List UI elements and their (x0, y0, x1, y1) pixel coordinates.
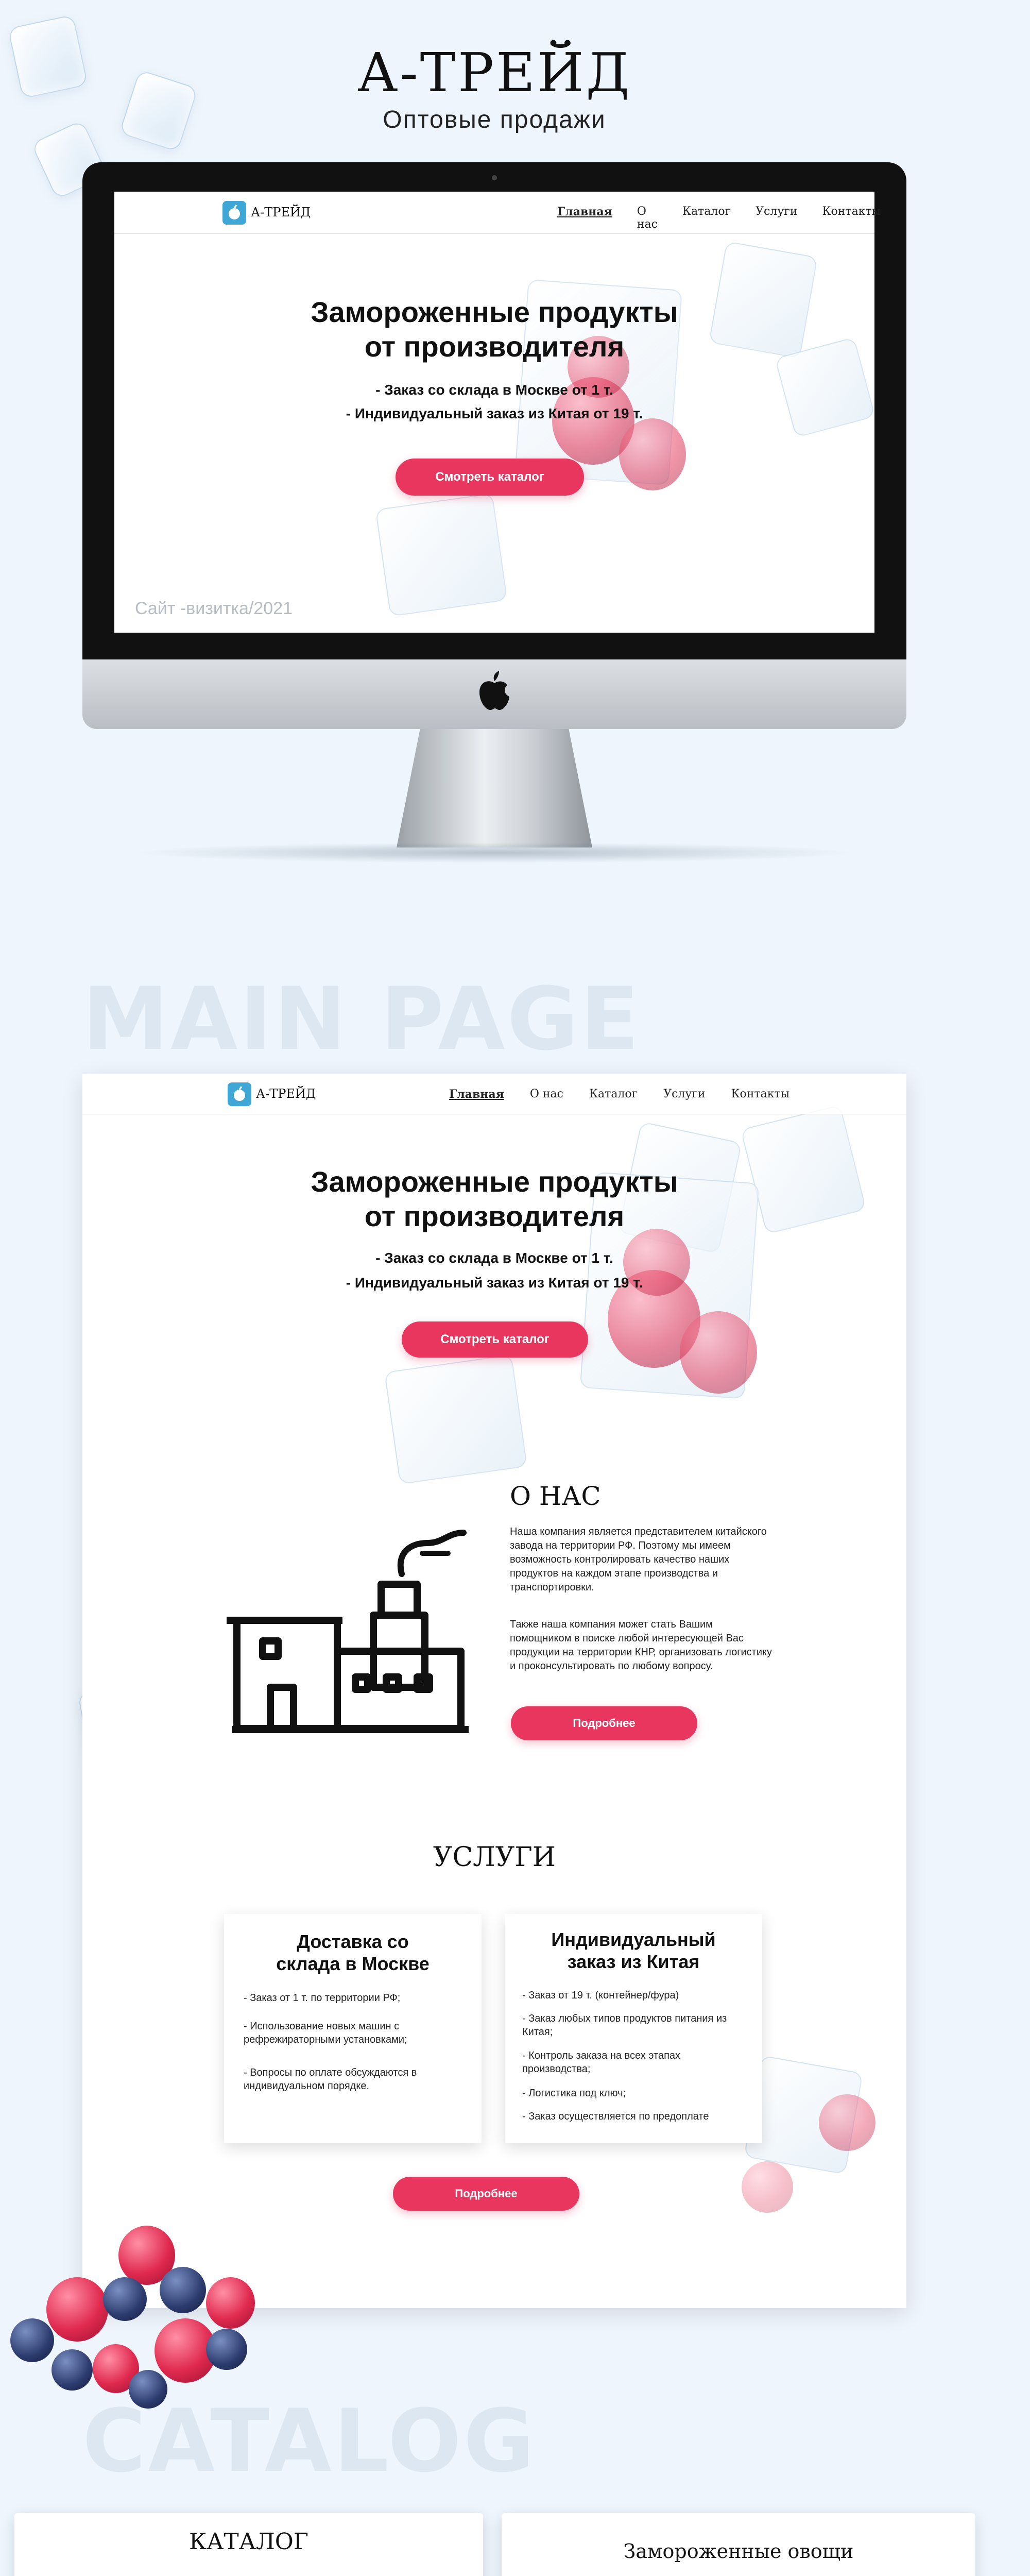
hero-title-line-2: от производителя (364, 1200, 625, 1233)
service-card-title-line-1: Доставка со (297, 1931, 409, 1952)
factory-icon (232, 1517, 469, 1739)
nav-catalog[interactable]: Каталог (682, 205, 731, 218)
hero-title (82, 1164, 906, 1233)
service-item: - Логистика под ключ; (522, 2088, 626, 2099)
nav-home[interactable]: Главная (557, 205, 612, 218)
service-card-title-line-2: заказ из Китая (567, 1951, 700, 1973)
nav-home[interactable]: Главная (449, 1088, 504, 1101)
service-item: - Заказ от 1 т. по территории РФ; (244, 1992, 401, 2004)
section-word-main-page: MAIN PAGE (82, 969, 642, 1070)
brand-subtitle: Оптовые продажи (383, 106, 606, 133)
monitor-camera (492, 175, 497, 180)
hero-catalog-button[interactable]: Смотреть каталог (402, 1321, 588, 1358)
hero-title-line-1: Замороженные продукты (311, 1165, 678, 1198)
nav-catalog[interactable]: Каталог (589, 1088, 638, 1100)
about-more-button[interactable]: Подробнее (511, 1706, 697, 1740)
hero-title-line-2: от производителя (364, 330, 625, 363)
service-item: - Вопросы по оплате обсуждаются в индивидуальном порядке. (244, 2067, 417, 2092)
apple-logo-icon (476, 670, 512, 711)
site-logo-icon[interactable] (222, 201, 246, 225)
services-title: УСЛУГИ (433, 1842, 556, 1873)
site-logo-icon[interactable] (228, 1082, 251, 1106)
brand-title: А-ТРЕЙД (357, 41, 632, 104)
service-card-title (505, 1928, 762, 1973)
monitor-stand (397, 729, 592, 848)
nav-contacts[interactable]: Контакты (822, 205, 881, 218)
hero-lines (82, 1246, 906, 1295)
about-title: О НАС (510, 1481, 601, 1511)
services-more-button[interactable]: Подробнее (393, 2177, 579, 2211)
hero-line-2: - Индивидуальный заказ из Китая от 19 т. (346, 405, 643, 422)
hero-line-1: - Заказ со склада в Москве от 1 т. (375, 382, 613, 398)
hero-line-2: - Индивидуальный заказ из Китая от 19 т. (346, 1274, 643, 1291)
service-item: - Заказ любых типов продуктов питания из Китая; (522, 2013, 727, 2038)
service-card-title (224, 1930, 482, 1975)
nav-about[interactable]: О нас (529, 1088, 563, 1100)
hero-title-line-1: Замороженные продукты (311, 296, 678, 328)
service-card-title-line-1: Индивидуальный (551, 1929, 716, 1950)
site-logo-text[interactable]: А-ТРЕЙД (251, 205, 311, 219)
service-item: - Заказ осуществляется по предоплате (522, 2111, 709, 2122)
frozen-vegetables-panel (502, 2513, 975, 2576)
about-paragraph-1: Наша компания является представителем китайского завода на территории РФ. Поэтому мы имеем возможность контролировать качество наших продуктов на каждом этапе производства и транспортировки. (510, 1526, 767, 1593)
site-caption: Сайт -визитка/2021 (135, 599, 293, 618)
about-paragraph-2: Также наша компания может стать Вашим помощником в поиске любой интересующей Вас продукции на территории КНР, организовать логистику и проконсультировать по любому вопросу. (510, 1619, 772, 1672)
service-item: - Контроль заказа на всех этапах производства; (522, 2050, 681, 2075)
hero-lines (114, 378, 874, 426)
site-logo-text[interactable]: А-ТРЕЙД (256, 1087, 316, 1101)
hero-line-1: - Заказ со склада в Москве от 1 т. (375, 1250, 613, 1266)
monitor-screen (114, 192, 881, 633)
service-item: - Использование новых машин с рефрежираторными установками; (244, 2021, 407, 2045)
nav-services[interactable]: Услуги (756, 205, 798, 218)
catalog-panel (14, 2513, 483, 2576)
catalog-title: КАТАЛОГ (189, 2529, 308, 2555)
hero-catalog-button[interactable]: Смотреть каталог (396, 459, 584, 496)
main-page-frame (82, 1074, 906, 2308)
service-card-title-line-2: склада в Москве (276, 1953, 430, 1975)
nav-about[interactable]: О нас (637, 205, 658, 231)
service-card-china (505, 1914, 762, 2143)
frozen-vegetables-title: Замороженные овощи (623, 2540, 854, 2563)
service-item: - Заказ от 19 т. (контейнер/фура) (522, 1990, 679, 2001)
monitor-shadow (134, 842, 855, 863)
section-word-catalog: CATALOG (82, 2391, 537, 2492)
nav-services[interactable]: Услуги (663, 1088, 706, 1100)
nav-contacts[interactable]: Контакты (731, 1088, 790, 1100)
hero-title (114, 295, 874, 364)
service-card-moscow (224, 1914, 482, 2143)
